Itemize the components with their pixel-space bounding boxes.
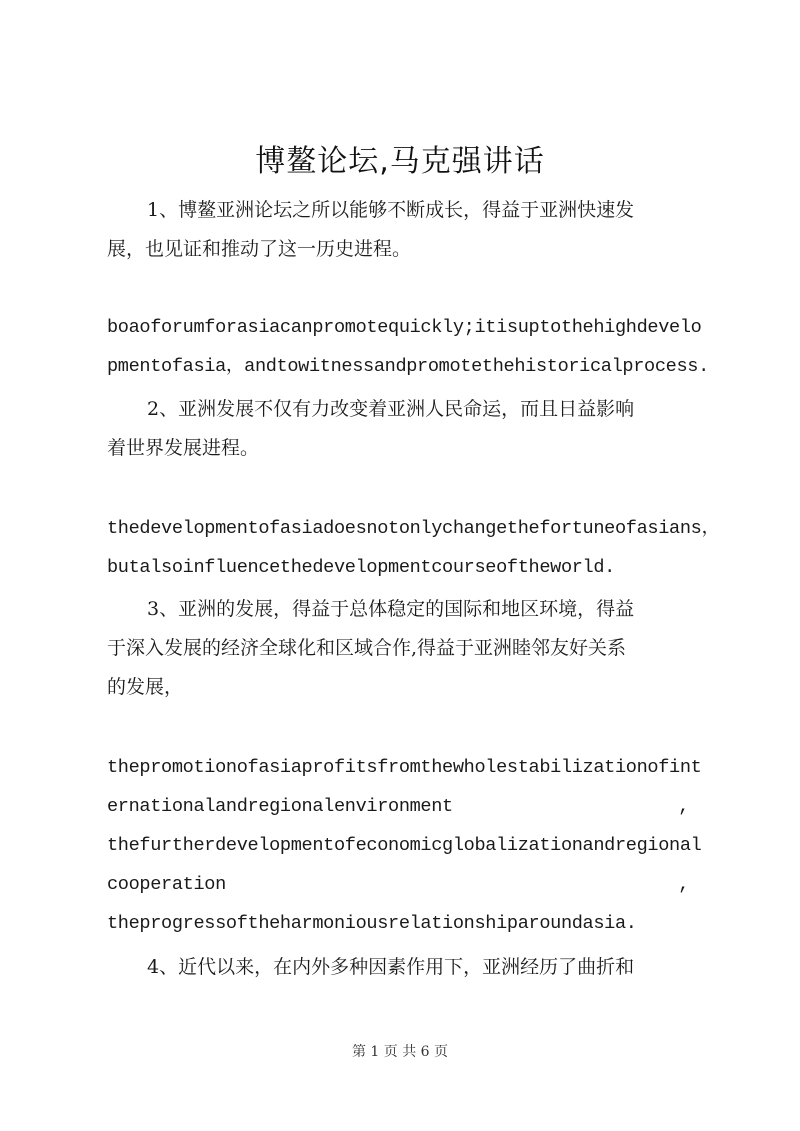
paragraph-1-line-2: 展，也见证和推动了这一历史进程。 bbox=[107, 238, 412, 260]
paragraph-3-translation-line-4 bbox=[107, 871, 697, 899]
paragraph-3-line-1: 3、亚洲的发展，得益于总体稳定的国际和地区环境，得益 bbox=[147, 598, 635, 620]
paragraph-1-translation-line-1: boaoforumforasiacanpromotequickly;itisuptothehighdevelo bbox=[107, 317, 702, 338]
page-title: 博鳌论坛,马克强讲话 bbox=[255, 144, 545, 179]
paragraph-3-translation-line-3: thefurtherdevelopmentofeconomicglobalizationandregional bbox=[107, 835, 702, 856]
trailing-comma: , bbox=[678, 874, 689, 895]
paragraph-3-translation-line-1: thepromotionofasiaprofitsfromthewholestabilizationofint bbox=[107, 757, 702, 778]
translation-line-text: ernationalandregionalenvironment bbox=[107, 796, 453, 817]
paragraph-2-line-2: 着世界发展进程。 bbox=[107, 437, 260, 459]
paragraph-1-translation-line-2: pmentofasia，andtowitnessandpromotethehistoricalprocess. bbox=[107, 356, 709, 377]
translation-line-text: cooperation bbox=[107, 874, 226, 895]
paragraph-3-translation-line-5: theprogressoftheharmoniousrelationshiparoundasia. bbox=[107, 913, 637, 934]
paragraph-3-line-2: 于深入发展的经济全球化和区域合作,得益于亚洲睦邻友好关系 bbox=[107, 637, 627, 659]
paragraph-2-translation-line-1: thedevelopmentofasiadoesnotonlychangethefortuneofasians， bbox=[107, 518, 720, 539]
paragraph-3-line-3: 的发展， bbox=[107, 676, 184, 698]
paragraph-4-line-1: 4、近代以来，在内外多种因素作用下，亚洲经历了曲折和 bbox=[147, 956, 635, 978]
paragraph-2-translation-line-2: butalsoinfluencethedevelopmentcourseoftheworld. bbox=[107, 557, 615, 578]
trailing-comma: , bbox=[678, 796, 689, 817]
paragraph-1-line-1: 1、博鳌亚洲论坛之所以能够不断成长，得益于亚洲快速发 bbox=[147, 199, 635, 221]
page-number-footer: 第 1 页 共 6 页 bbox=[351, 1044, 449, 1060]
paragraph-3-translation-line-2 bbox=[107, 793, 697, 821]
paragraph-2-line-1: 2、亚洲发展不仅有力改变着亚洲人民命运，而且日益影响 bbox=[147, 398, 635, 420]
